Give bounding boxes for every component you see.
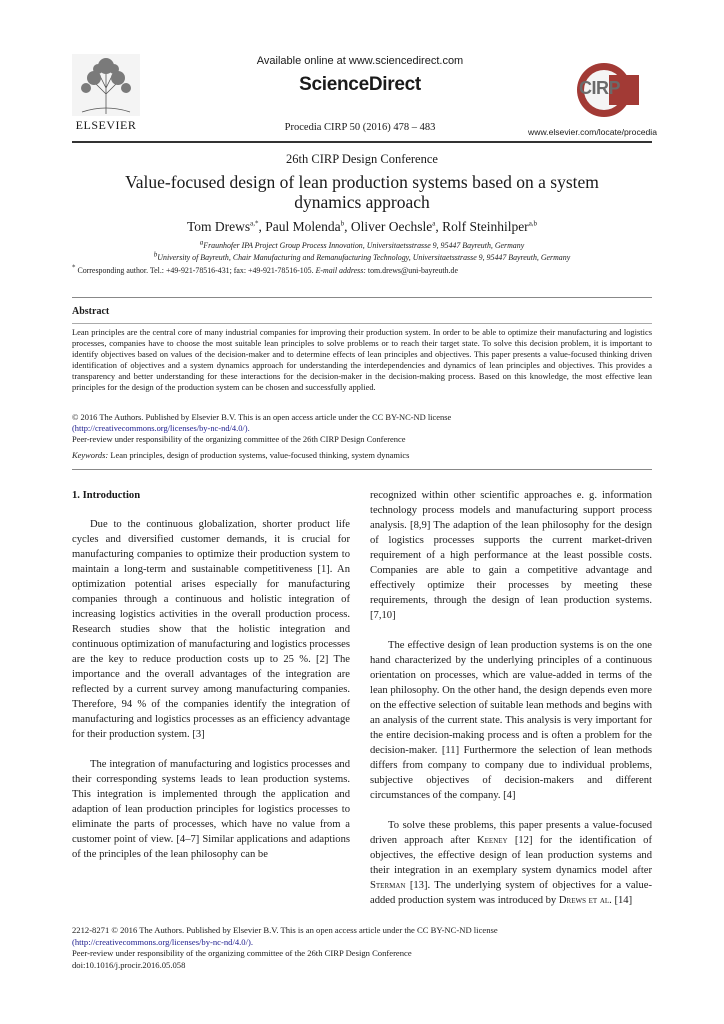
paper-title bbox=[72, 172, 652, 212]
divider bbox=[72, 297, 652, 298]
author: Rolf Steinhilper$^{a,b}$ bbox=[442, 219, 538, 234]
keywords-list: Lean principles, design of production systems, value-focused thinking, system dynamics bbox=[108, 450, 410, 460]
left-column bbox=[72, 488, 350, 862]
elsevier-wordmark: ELSEVIER bbox=[75, 118, 137, 132]
footer-license-link[interactable]: (http://creativecommons.org/licenses/by-nc-nd/4.0/). bbox=[72, 936, 253, 947]
footer-peer-review: Peer-review under responsibility of the organizing committee of the 26th CIRP Design Conference bbox=[72, 948, 412, 959]
abstract-heading: Abstract bbox=[72, 306, 110, 317]
conference-name: 26th CIRP Design Conference bbox=[286, 152, 438, 166]
journal-url[interactable]: www.elsevier.com/locate/procedia bbox=[528, 127, 657, 137]
footer-issn-line: 2212-8271 © 2016 The Authors. Published by Elsevier B.V. This is an open access article under the CC BY-NC-ND license bbox=[72, 925, 498, 935]
author: Paul Molenda$^b$, bbox=[265, 219, 351, 234]
right-column bbox=[370, 488, 652, 908]
sciencedirect-wordmark: ScienceDirect bbox=[299, 74, 421, 95]
footer bbox=[72, 925, 652, 971]
author: Oliver Oechsle$^a$, bbox=[350, 219, 443, 234]
corresponding-author: * Corresponding author. Tel.: +49-921-78516-431; fax: +49-921-78516-105. E-mail address: tom.drews@uni-bayreuth.de bbox=[72, 263, 458, 275]
corresponding-email[interactable]: tom.drews@uni-bayreuth.de bbox=[365, 266, 458, 275]
keywords-label: Keywords: bbox=[72, 450, 109, 460]
cirp-logo-text: CIRP bbox=[579, 78, 621, 98]
keywords bbox=[72, 450, 652, 460]
copyright-line: © 2016 The Authors. Published by Elsevier B.V. This is an open access article under the CC BY-NC-ND license bbox=[72, 412, 452, 422]
journal-ref: Procedia CIRP 50 (2016) 478 – 483 bbox=[284, 122, 436, 133]
author: Tom Drews$^{a,*}$, bbox=[186, 219, 266, 234]
peer-review-line: Peer-review under responsibility of the organizing committee of the 26th CIRP Design Conference bbox=[72, 434, 406, 444]
affiliation-b: $^b$University of Bayreuth, Chair Manufacturing and Remanufacturing Technology, Universitaetsstrasse 9, 95447 Bayreuth, Germany bbox=[153, 250, 571, 262]
elsevier-tree-icon bbox=[72, 54, 140, 116]
paragraph: Due to the continuous globalization, shorter product life cycles and diversified customer demands, it is crucial for manufacturing companies to optimize their production system to maintain a long-term and sustainable competitiveness [1]. An optimization potential arises especially for manufacturing companies through a continuous and holistic integration of increasing logistics activities in the overall production process. Research studies show that the holistic integration and continuous optimization of manufacturing and logistics processes are the key to reduce production costs up to 25 %. [2] The importance and the overall advantages of the integration are reflected by a current survey among manufacturing companies. Therefore, 94 % of the companies identify the integration of manufacturing and logistics processes as an efficiency advantage for their production system. [3] bbox=[72, 519, 350, 740]
footer-doi[interactable]: doi:10.1016/j.procir.2016.05.058 bbox=[72, 959, 186, 970]
paper-title-line2: dynamics approach bbox=[294, 192, 430, 212]
available-online: Available online at www.sciencedirect.com bbox=[256, 55, 464, 67]
abstract-copyright bbox=[72, 412, 652, 445]
section-heading: 1. Introduction bbox=[72, 490, 141, 501]
paper-title-line1: Value-focused design of lean production systems based on a system bbox=[125, 172, 599, 192]
header-rule bbox=[72, 141, 652, 143]
author-list bbox=[72, 219, 652, 235]
elsevier-logo bbox=[72, 54, 140, 132]
affiliation-a: $^a$Fraunhofer IPA Project Group Process Innovation, Universitaetsstrasse 9, 95447 Bayreuth, Germany bbox=[199, 238, 525, 250]
divider bbox=[72, 469, 652, 470]
affiliations bbox=[72, 240, 652, 264]
paragraph: To solve these problems, this paper presents a value-focused driven approach after Keeney [12] for the identification of objectives, the effective design of lean production systems and their integration in an exemplary system dynamics model after Sterman [13]. The underlying system of objectives for a value-added production system was introduced by Drews et al. [14] bbox=[370, 820, 653, 906]
cirp-logo bbox=[569, 61, 639, 119]
paragraph: The effective design of lean production systems is on the one hand characterized by the underlying principles of a continuous orientation on processes, which are value-added in terms of the lean philosophy. On the other hand, the design depends even more on the effective selection of suitable lean methods and begins with an analysis of the current state. This analysis is very important for the entire decision-making process and is often a problem for the decision-maker. [11] Furthermore the selection of lean methods differs from company to company due to individual problems, subjective objectives of decision-makers and different circumstances of the company. [4] bbox=[370, 640, 652, 801]
license-link[interactable]: (http://creativecommons.org/licenses/by-nc-nd/4.0/). bbox=[72, 423, 250, 433]
divider bbox=[72, 323, 652, 324]
paragraph: recognized within other scientific approaches e. g. information technology process models and manufacturing support process analysis. [8,9] The adaption of the lean philosophy for the design of logistics processes supports the current market-driven requirement of a high performance at the least possible costs. Companies are able to gain a competitive advantage and effectively optimize their processes by meeting these requirements, through the design of lean production systems. [7,10] bbox=[370, 490, 652, 621]
abstract-body: Lean principles are the central core of many industrial companies for improving their production system. In order to be able to optimize their manufacturing and logistics processes, companies have to choose the most suitable lean principles to solve problems or to reach their target state. To solve this decision problem, it is important to identify objectives based on values of the decision-maker and to determine effects of lean principles and objectives. This paper presents a value-focused thinking driven identification of objectives and a system dynamics approach for understanding the interdependencies and dynamics of lean principles and objectives. This provides a transparency and better understanding for these interactions for the decision-maker in the decision-making process. Based on this knowledge, the most effective lean principles for the design of the production system can be chosen and successfully applied. bbox=[72, 327, 652, 392]
paragraph: The integration of manufacturing and logistics processes and their corresponding systems leads to lean production systems. This integration is implemented through the application and adaption of lean production principles for logistics processes to eliminate the parts of processes, which have no value from a customer point of view. [4–7] Similar applications and adaptions of the principles of the lean philosophy can be bbox=[72, 759, 350, 860]
